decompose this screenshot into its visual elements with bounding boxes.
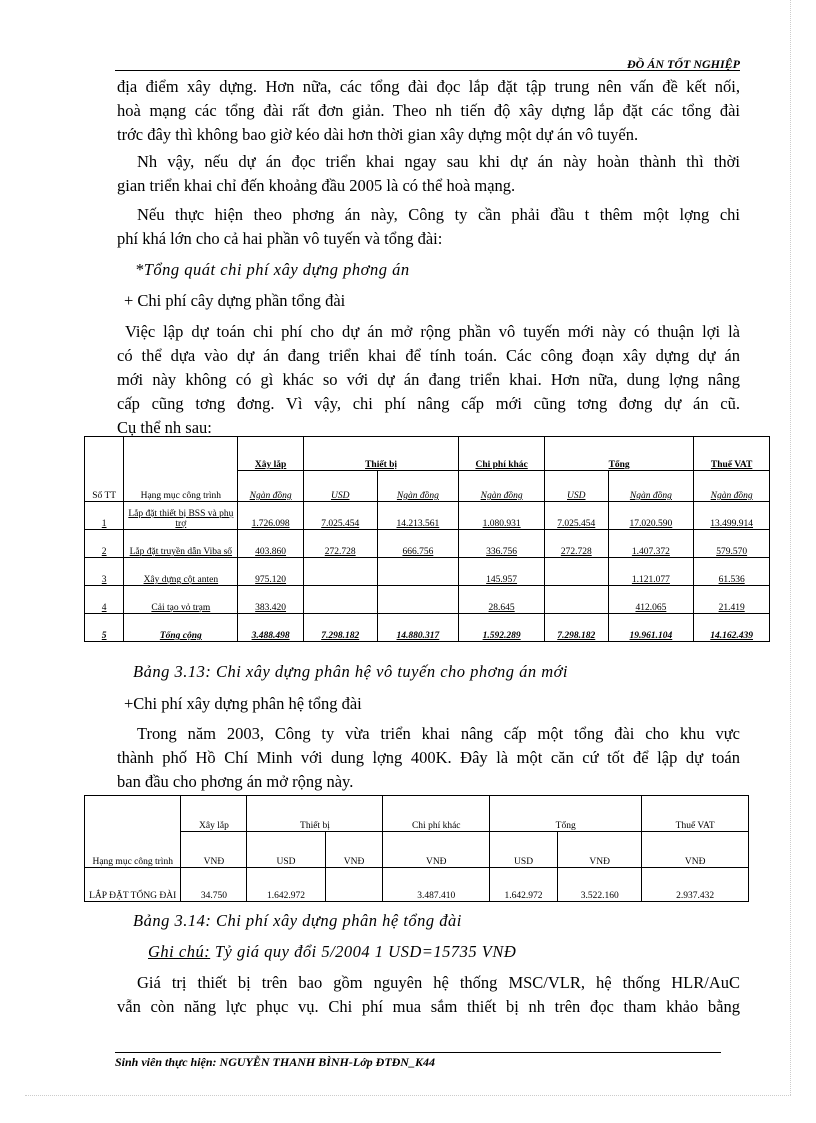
text-line: trớc đây thì không bao giờ kéo dài hơn thời gian xây dựng một dự án vô tuyến. <box>117 125 639 144</box>
group-header: Tổng <box>544 437 693 471</box>
paragraph-2 <box>117 150 740 198</box>
note-text: Tỷ giá quy đổi 5/2004 1 USD=15735 VNĐ <box>210 942 517 961</box>
unit-cell: VNĐ <box>325 832 383 868</box>
caption-table-3-13: Bảng 3.13: Chi xây dựng phân hệ vô tuyến cho phơng án mới <box>133 662 568 681</box>
group-header: Xây lắp <box>181 796 247 832</box>
table-row <box>85 586 770 614</box>
cell: 14.213.561 <box>377 502 459 530</box>
col-header-stt: Số TT <box>85 437 124 502</box>
unit-cell: USD <box>544 471 608 502</box>
text-line: Nếu thực hiện theo phơng án này, Công ty cần phải đầu t thêm một lợng chi <box>137 205 740 224</box>
cell: 21.419 <box>694 586 770 614</box>
cell: 17.020.590 <box>608 502 694 530</box>
unit-cell: VNĐ <box>642 832 749 868</box>
cell: Lắp đặt truyền dẫn Viba số <box>124 530 238 558</box>
header-title: ĐỒ ÁN TỐT NGHIỆP <box>627 57 740 71</box>
text-line: Cụ thể nh sau: <box>117 418 212 437</box>
cell: 7.025.454 <box>303 502 377 530</box>
cell: 1.407.372 <box>608 530 694 558</box>
text-line: thành phố Hồ Chí Minh với dung lợng 400K. Đây là một căn cứ tốt để lập dự toán <box>117 748 740 767</box>
cell: 272.728 <box>303 530 377 558</box>
cell: 5 <box>85 614 124 642</box>
text-line: Trong năm 2003, Công ty vừa triển khai nâng cấp một tổng đài cho khu vực <box>137 724 740 743</box>
cell <box>377 586 459 614</box>
group-header: Thiết bị <box>303 437 458 471</box>
group-header: Thuế VAT <box>642 796 749 832</box>
cell: 3.488.498 <box>238 614 304 642</box>
cell <box>303 586 377 614</box>
cell: 14.162.439 <box>694 614 770 642</box>
table-row <box>85 558 770 586</box>
cell: 7.025.454 <box>544 502 608 530</box>
cell <box>544 558 608 586</box>
cell: 7.298.182 <box>303 614 377 642</box>
text-line: cấp cũng tơng đơng. Vì vậy, chi phí nâng cấp mới cũng tơng đơng dự án cũ. <box>117 394 740 413</box>
text-line: phí khá lớn cho cả hai phần vô tuyến và tổng đài: <box>117 229 443 248</box>
text-line: Việc lập dự toán chi phí cho dự án mở rộng phần vô tuyến mới này có thuận lợi là <box>125 322 740 341</box>
paragraph-5 <box>117 722 740 794</box>
cell: Xây dựng cột anten <box>124 558 238 586</box>
cell: 19.961.104 <box>608 614 694 642</box>
paragraph-3 <box>117 203 740 251</box>
cell: 336.756 <box>459 530 545 558</box>
cell: 1 <box>85 502 124 530</box>
group-header: Xây lắp <box>238 437 304 471</box>
unit-cell: Ngàn đồng <box>608 471 694 502</box>
cell: 975.120 <box>238 558 304 586</box>
unit-cell: USD <box>490 832 558 868</box>
cell: 1.726.098 <box>238 502 304 530</box>
cell: 383.420 <box>238 586 304 614</box>
group-header: Thiết bị <box>247 796 383 832</box>
unit-cell: USD <box>303 471 377 502</box>
cell: 145.957 <box>459 558 545 586</box>
group-header: Tổng <box>490 796 642 832</box>
cell: 14.880.317 <box>377 614 459 642</box>
cell: 1.592.289 <box>459 614 545 642</box>
note-label: Ghi chú: <box>148 942 211 961</box>
cell: LẮP ĐẶT TỔNG ĐÀI <box>85 868 181 902</box>
cell: 579.570 <box>694 530 770 558</box>
heading-switch-subsystem: +Chi phí xây dựng phân hệ tổng đài <box>124 694 362 713</box>
cell: 3.487.410 <box>383 868 490 902</box>
unit-cell: Ngàn đồng <box>377 471 459 502</box>
text-line: Giá trị thiết bị trên bao gồm nguyên hệ thống MSC/VLR, hệ thống HLR/AuC <box>137 973 740 992</box>
cell <box>544 586 608 614</box>
cell: 2 <box>85 530 124 558</box>
cell: 1.080.931 <box>459 502 545 530</box>
group-header: Chi phí khác <box>383 796 490 832</box>
page-header <box>115 58 740 71</box>
cell: 1.642.972 <box>490 868 558 902</box>
cell: 3 <box>85 558 124 586</box>
group-header: Chi phí khác <box>459 437 545 471</box>
text-line: Nh vậy, nếu dự án đọc triển khai ngay sau khi dự án này hoàn thành thì thời <box>137 152 740 171</box>
unit-cell: Ngàn đồng <box>238 471 304 502</box>
cell: 2.937.432 <box>642 868 749 902</box>
col-header-item: Hạng mục công trình <box>85 796 181 868</box>
table-row <box>85 502 770 530</box>
cell: 28.645 <box>459 586 545 614</box>
exchange-note <box>148 940 771 964</box>
heading-overview: *Tổng quát chi phí xây dựng phơng án <box>135 260 410 279</box>
page-footer: Sinh viên thực hiện: NGUYỄN THANH BÌNH-Lớp ĐTĐN_K44 <box>115 1052 721 1070</box>
unit-cell: USD <box>247 832 325 868</box>
caption-table-3-14: Bảng 3.14: Chi phí xây dựng phân hệ tổng đài <box>133 911 462 930</box>
unit-cell: VNĐ <box>181 832 247 868</box>
cell: 1.642.972 <box>247 868 325 902</box>
col-header-item: Hạng mục công trình <box>124 437 238 502</box>
cell: 3.522.160 <box>558 868 642 902</box>
cell <box>325 868 383 902</box>
cell: 7.298.182 <box>544 614 608 642</box>
unit-cell: Ngàn đồng <box>459 471 545 502</box>
cell <box>303 558 377 586</box>
text-line: mới này không có gì khác so với dự án đang triển khai. Hơn nữa, dung lợng nâng <box>117 370 740 389</box>
cell: 34.750 <box>181 868 247 902</box>
cell: 272.728 <box>544 530 608 558</box>
table-radio-costs <box>84 436 770 642</box>
text-line: ban đầu cho phơng án mở rộng này. <box>117 772 354 791</box>
cell: Lắp đặt thiết bị BSS và phụ trợ <box>124 502 238 530</box>
group-header: Thuế VAT <box>694 437 770 471</box>
unit-cell: Ngàn đồng <box>694 471 770 502</box>
page-border-dotted <box>25 1095 791 1096</box>
paragraph-1 <box>117 75 740 147</box>
table-row <box>85 530 770 558</box>
cell: 4 <box>85 586 124 614</box>
text-line: địa điểm xây dựng. Hơn nữa, các tổng đài đọc lắp đặt tập trung nên vấn đề kết nối, <box>117 77 740 96</box>
page-border-dotted-vertical <box>790 0 791 1095</box>
text-line: vẫn còn năng lực phục vụ. Chi phí mua sắm thiết bị nh trên đọc tham khảo bằng <box>117 997 740 1016</box>
table-switch-costs <box>84 795 749 902</box>
table-row <box>85 868 749 902</box>
cell: 1.121.077 <box>608 558 694 586</box>
cell: Cải tạo vỏ trạm <box>124 586 238 614</box>
cell: 403.860 <box>238 530 304 558</box>
text-line: hoà mạng các tổng đài rất đơn giản. Theo nh tiến độ xây dựng lắp đặt các tổng đài <box>117 101 740 120</box>
cell: Tổng cộng <box>124 614 238 642</box>
cell: 13.499.914 <box>694 502 770 530</box>
paragraph-6 <box>117 971 740 1019</box>
text-line: gian triển khai chỉ đến khoảng đầu 2005 là có thể hoà mạng. <box>117 176 516 195</box>
cell: 61.536 <box>694 558 770 586</box>
cell: 412.065 <box>608 586 694 614</box>
unit-cell: VNĐ <box>558 832 642 868</box>
unit-cell: VNĐ <box>383 832 490 868</box>
cell: 666.756 <box>377 530 459 558</box>
cell <box>377 558 459 586</box>
text-line: có thể dựa vào dự án đang triển khai để tính toán. Các công đoạn xây dựng dự án <box>117 346 740 365</box>
heading-switch-cost: + Chi phí cây dựng phần tổng đài <box>124 291 346 310</box>
paragraph-4 <box>117 320 740 440</box>
table-row-total <box>85 614 770 642</box>
